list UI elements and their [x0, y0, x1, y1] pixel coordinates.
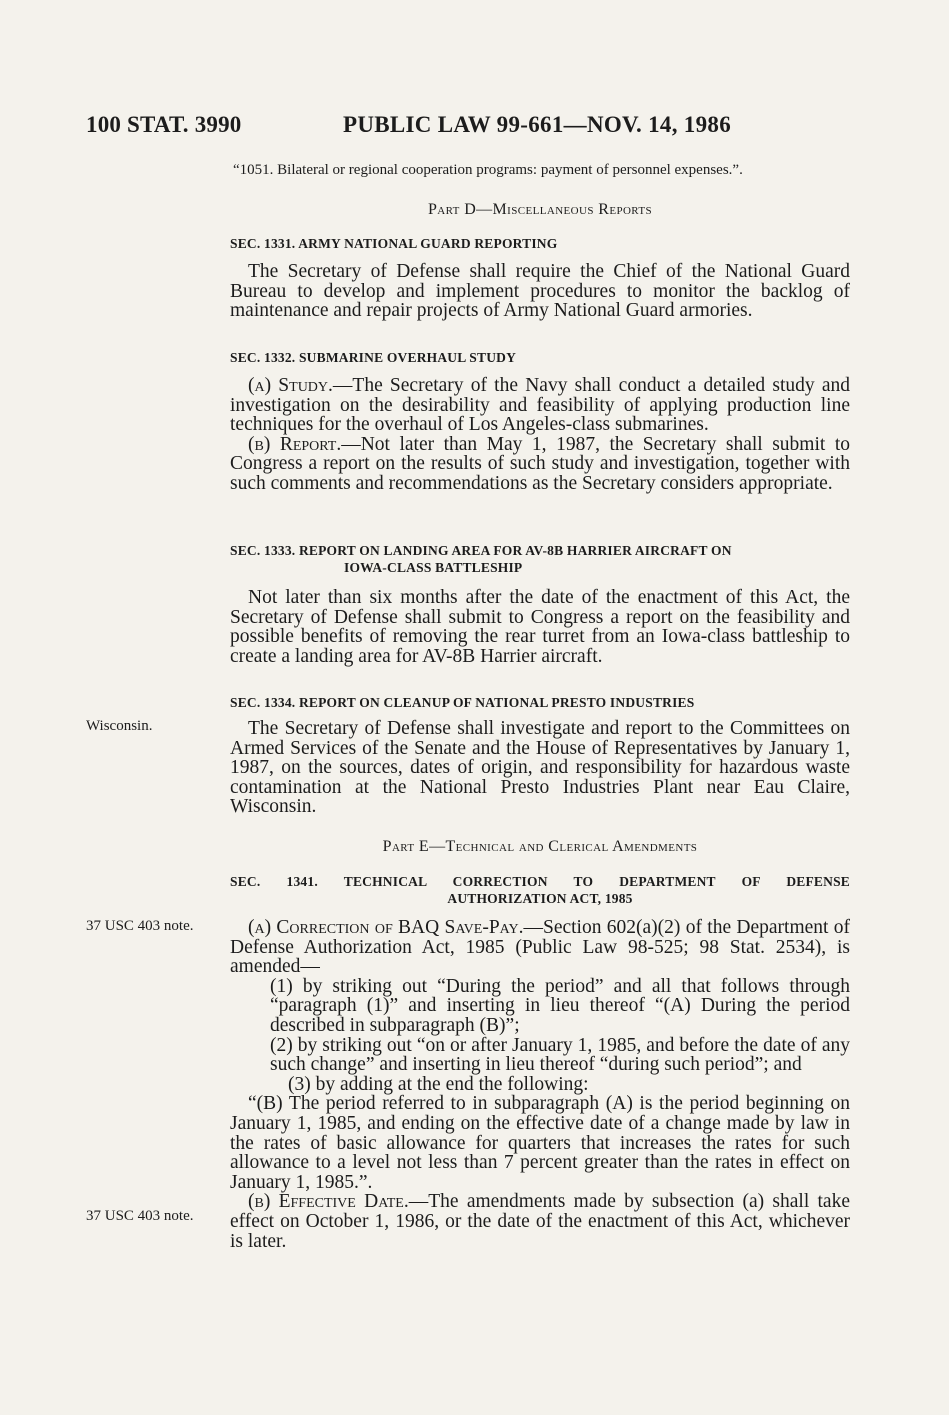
- sec-1332-b: [230, 435, 850, 494]
- sec-1331-body: [230, 262, 850, 321]
- sec-1334-heading: SEC. 1334. REPORT ON CLEANUP OF NATIONAL PRESTO INDUSTRIES: [230, 695, 695, 710]
- sec-1331-heading: SEC. 1331. ARMY NATIONAL GUARD REPORTING: [230, 236, 558, 251]
- margin-note-wisconsin: Wisconsin.: [86, 718, 153, 734]
- sec-1341-a: [230, 918, 850, 977]
- sec-1341-heading-line1: SEC. 1341. TECHNICAL CORRECTION TO DEPARTMENT OF DEFENSE: [230, 874, 850, 889]
- sec-1334-text: The Secretary of Defense shall investigate and report to the Committees on Armed Services of the Senate and the House of Representatives by January 1, 1987, on the sources, dates of origin, and responsibility for hazardous waste contamination at the National Presto Industries Plant near Eau Claire, Wisconsin.: [230, 718, 850, 818]
- sec-1334-body: [230, 719, 850, 817]
- page-title: PUBLIC LAW 99-661—NOV. 14, 1986: [343, 112, 731, 137]
- sec-1341-item-2: (2) by striking out “on or after January 1, 1985, and before the date of any such change” and inserting in lieu thereof “during such period”; and: [270, 1034, 850, 1076]
- sec-1333-text: Not later than six months after the date of the enactment of this Act, the Secretary of Defense shall submit to Congress a report on the feasibility and possible benefits of removing the rear turret from an Iowa-class battleship to create a landing area for AV-8B Harrier aircraft.: [230, 587, 850, 667]
- sec-1341-b: [230, 1192, 850, 1251]
- sec-1341-item-3: (3) by adding at the end the following:: [288, 1073, 589, 1095]
- sec-1341-b-text: —The amendments made by subsection (a) shall take effect on October 1, 1986, or the date of the enactment of this Act, whichever is later.: [230, 1191, 850, 1252]
- sec-1341-body: [230, 918, 850, 1251]
- sec-1332-heading: SEC. 1332. SUBMARINE OVERHAUL STUDY: [230, 350, 517, 365]
- sec-1341-a-label: (a) Correction of BAQ Save-Pay.: [248, 917, 524, 938]
- sec-1341-item-1: (1) by striking out “During the period” and all that follows through “paragraph (1)” and inserting in lieu thereof “(A) During the period described in subparagraph (B)”;: [270, 975, 850, 1036]
- margin-note-37usc403-b: 37 USC 403 note.: [86, 1208, 194, 1224]
- sec-1341-heading-line2: AUTHORIZATION ACT, 1985: [447, 891, 633, 906]
- sec-1333-body: [230, 588, 850, 666]
- section-table-entry: “1051. Bilateral or regional cooperation programs: payment of personnel expenses.”.: [233, 162, 743, 178]
- sec-1341-quote: “(B) The period referred to in subparagraph (A) is the period beginning on January 1, 1985, and ending on the effective date of a change made by law in the rates of basic allowance for quarters that increases the rates for such allowance to a level not less than 7 percent greater than the rates in effect on January 1, 1985.”.: [230, 1093, 850, 1193]
- sec-1333-heading-line1: SEC. 1333. REPORT ON LANDING AREA FOR AV-8B HARRIER AIRCRAFT ON: [230, 543, 732, 558]
- sec-1332-b-text: —Not later than May 1, 1987, the Secretary shall submit to Congress a report on the results of such study and investigation, together with such comments and recommendations as the Secretary considers appropriate.: [230, 433, 850, 494]
- sec-1331-text: The Secretary of Defense shall require the Chief of the National Guard Bureau to develop and implement procedures to monitor the backlog of maintenance and repair projects of Army National Guard armories.: [230, 261, 850, 322]
- sec-1333-heading: [230, 542, 850, 576]
- part-e-heading: Part E—Technical and Clerical Amendments: [382, 838, 698, 855]
- margin-note-37usc403-a: 37 USC 403 note.: [86, 918, 194, 934]
- sec-1332-a-label: (a) Study.: [248, 375, 333, 396]
- sec-1341-b-label: (b) Effective Date.: [248, 1191, 409, 1213]
- sec-1341-heading: [230, 873, 850, 907]
- sec-1332-a: [230, 376, 850, 435]
- sec-1333-heading-line2: IOWA-CLASS BATTLESHIP: [344, 560, 523, 575]
- part-d-heading: Part D—Miscellaneous Reports: [427, 201, 653, 218]
- sec-1332-b-label: (b) Report.: [248, 433, 342, 455]
- page-reference: 100 STAT. 3990: [86, 112, 242, 137]
- sec-1332-a-text: —The Secretary of the Navy shall conduct a detailed study and investigation on the desirability and feasibility of applying production line techniques for the overhaul of Los Angeles-class submarines.: [230, 375, 850, 436]
- sec-1341-a-text: —Section 602(a)(2) of the Department of Defense Authorization Act, 1985 (Public Law 98-525; 98 Stat. 2534), is amended—: [230, 917, 850, 978]
- sec-1332-body: [230, 376, 850, 494]
